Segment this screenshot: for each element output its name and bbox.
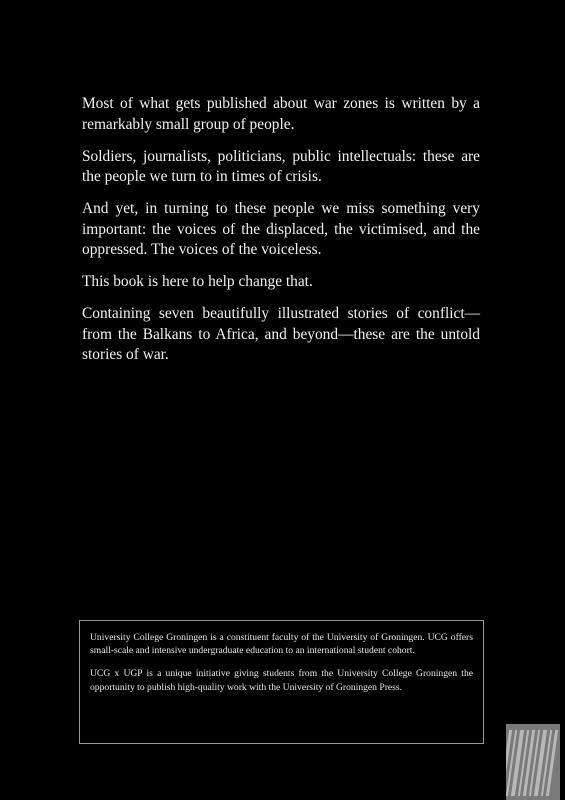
info-paragraph-1: University College Groningen is a constituent faculty of the University of Groningen. UCG offers small-scale and intensive undergraduate education to an international student cohort. (90, 632, 473, 657)
blurb-text (82, 94, 480, 377)
publisher-info-box (79, 620, 484, 744)
info-paragraph-2: UCG x UGP is a unique initiative giving students from the University College Groningen the opportunity to publish high-quality work with the University of Groningen Press. (90, 668, 473, 693)
corner-watermark-icon (506, 724, 560, 800)
blurb-paragraph-2: Soldiers, journalists, politicians, public intellectuals: these are the people we turn to in times of crisis. (82, 147, 480, 185)
blurb-paragraph-1: Most of what gets published about war zones is written by a remarkably small group of people. (82, 95, 480, 133)
blurb-paragraph-4: This book is here to help change that. (82, 273, 313, 290)
blurb-paragraph-3: And yet, in turning to these people we miss something very important: the voices of the displaced, the victimised, and the oppressed. The voices of the voiceless. (82, 200, 480, 258)
blurb-paragraph-5: Containing seven beautifully illustrated stories of conflict—from the Balkans to Africa, and beyond—these are the untold stories of war. (82, 305, 480, 363)
